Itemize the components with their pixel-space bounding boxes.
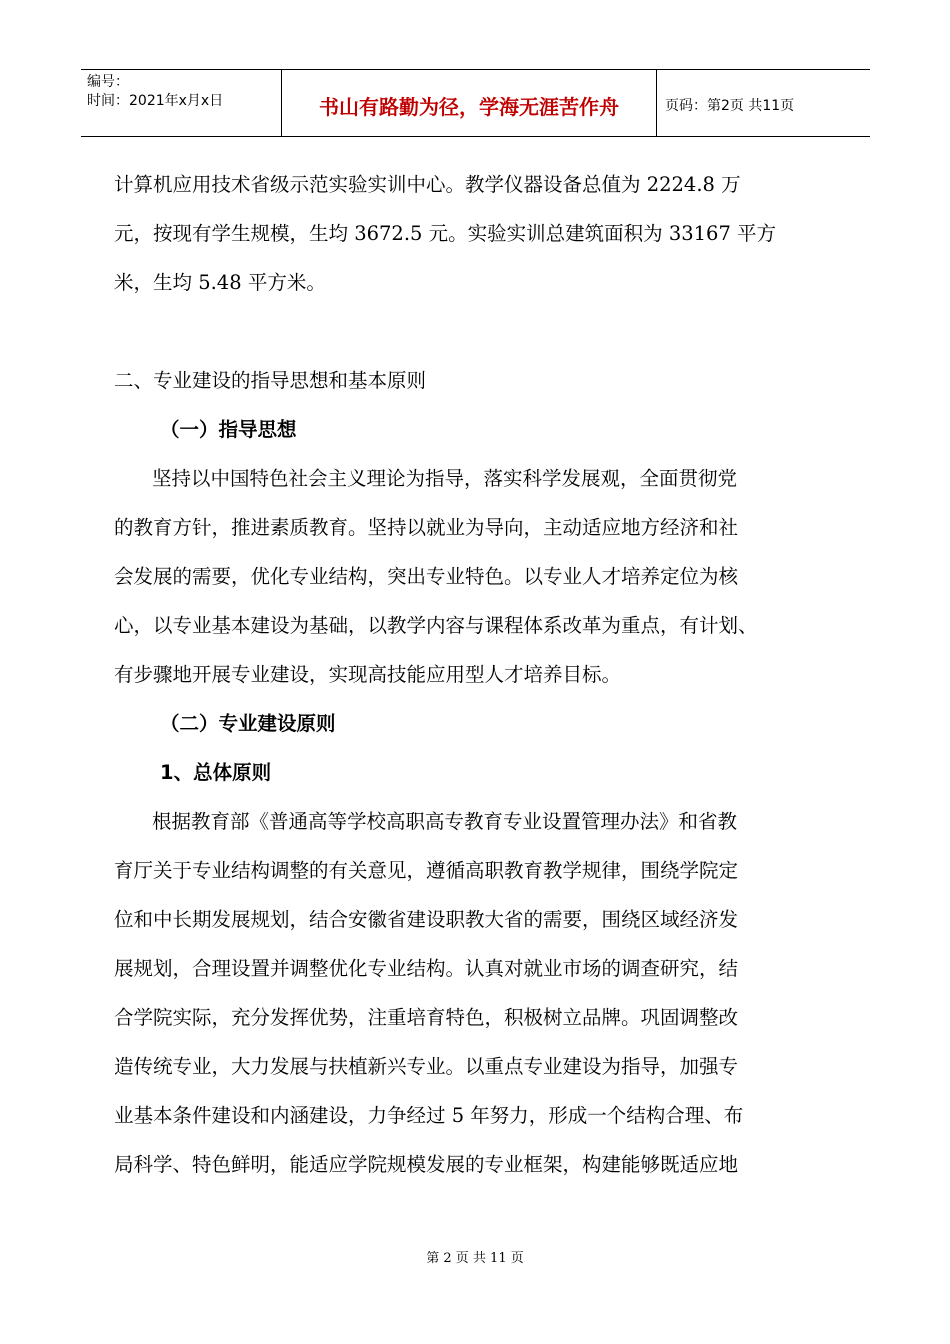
- header-page-info: 页码：第2页 共11页: [665, 98, 795, 114]
- body-line: 业基本条件建设和内涵建设，力争经过 5 年努力，形成一个结构合理、布: [114, 1104, 744, 1127]
- subsection-heading: （一）指导思想: [160, 418, 297, 441]
- body-line: 造传统专业，大力发展与扶植新兴专业。以重点专业建设为指导，加强专: [114, 1055, 739, 1078]
- body-line: 米，生均 5.48 平方米。: [114, 271, 326, 294]
- body-line: 局科学、特色鲜明，能适应学院规模发展的专业框架，构建能够既适应地: [114, 1153, 739, 1176]
- page-footer: 第 2 页 共 11 页: [426, 1251, 524, 1266]
- page-header: [81, 69, 870, 137]
- number-label: 编号：: [87, 74, 129, 90]
- date-label: 时间：2021年x月x日: [87, 93, 224, 109]
- body-line: 计算机应用技术省级示范实验实训中心。教学仪器设备总值为 2224.8 万: [114, 173, 741, 196]
- body-line: 元，按现有学生规模，生均 3672.5 元。实验实训总建筑面积为 33167 平方: [114, 222, 777, 245]
- blank-line: [114, 307, 854, 356]
- body-line: 坚持以中国特色社会主义理论为指导，落实科学发展观，全面贯彻党: [152, 467, 738, 490]
- subsection-heading: （二）专业建设原则: [160, 712, 336, 735]
- body-line: 心，以专业基本建设为基础，以教学内容与课程体系改革为重点，有计划、: [114, 614, 758, 637]
- document-body: [114, 160, 854, 1189]
- body-line: 根据教育部《普通高等学校高职高专教育专业设置管理办法》和省教: [152, 810, 738, 833]
- body-line: 有步骤地开展专业建设，实现高技能应用型人才培养目标。: [114, 663, 622, 686]
- body-line: 的教育方针，推进素质教育。坚持以就业为导向，主动适应地方经济和社: [114, 516, 739, 539]
- body-line: 位和中长期发展规划，结合安徽省建设职教大省的需要，围绕区域经济发: [114, 908, 739, 931]
- body-line: 合学院实际，充分发挥优势，注重培育特色，积极树立品牌。巩固调整改: [114, 1006, 739, 1029]
- header-meta: [81, 70, 282, 136]
- body-line: 育厅关于专业结构调整的有关意见，遵循高职教育教学规律，围绕学院定: [114, 859, 739, 882]
- section-heading: 二、专业建设的指导思想和基本原则: [114, 369, 427, 392]
- header-motto: 书山有路勤为径，学海无涯苦作舟: [282, 70, 657, 136]
- subsubsection-heading: 1、总体原则: [160, 761, 272, 784]
- body-line: 展规划，合理设置并调整优化专业结构。认真对就业市场的调查研究，结: [114, 957, 739, 980]
- body-line: 会发展的需要，优化专业结构，突出专业特色。以专业人才培养定位为核: [114, 565, 739, 588]
